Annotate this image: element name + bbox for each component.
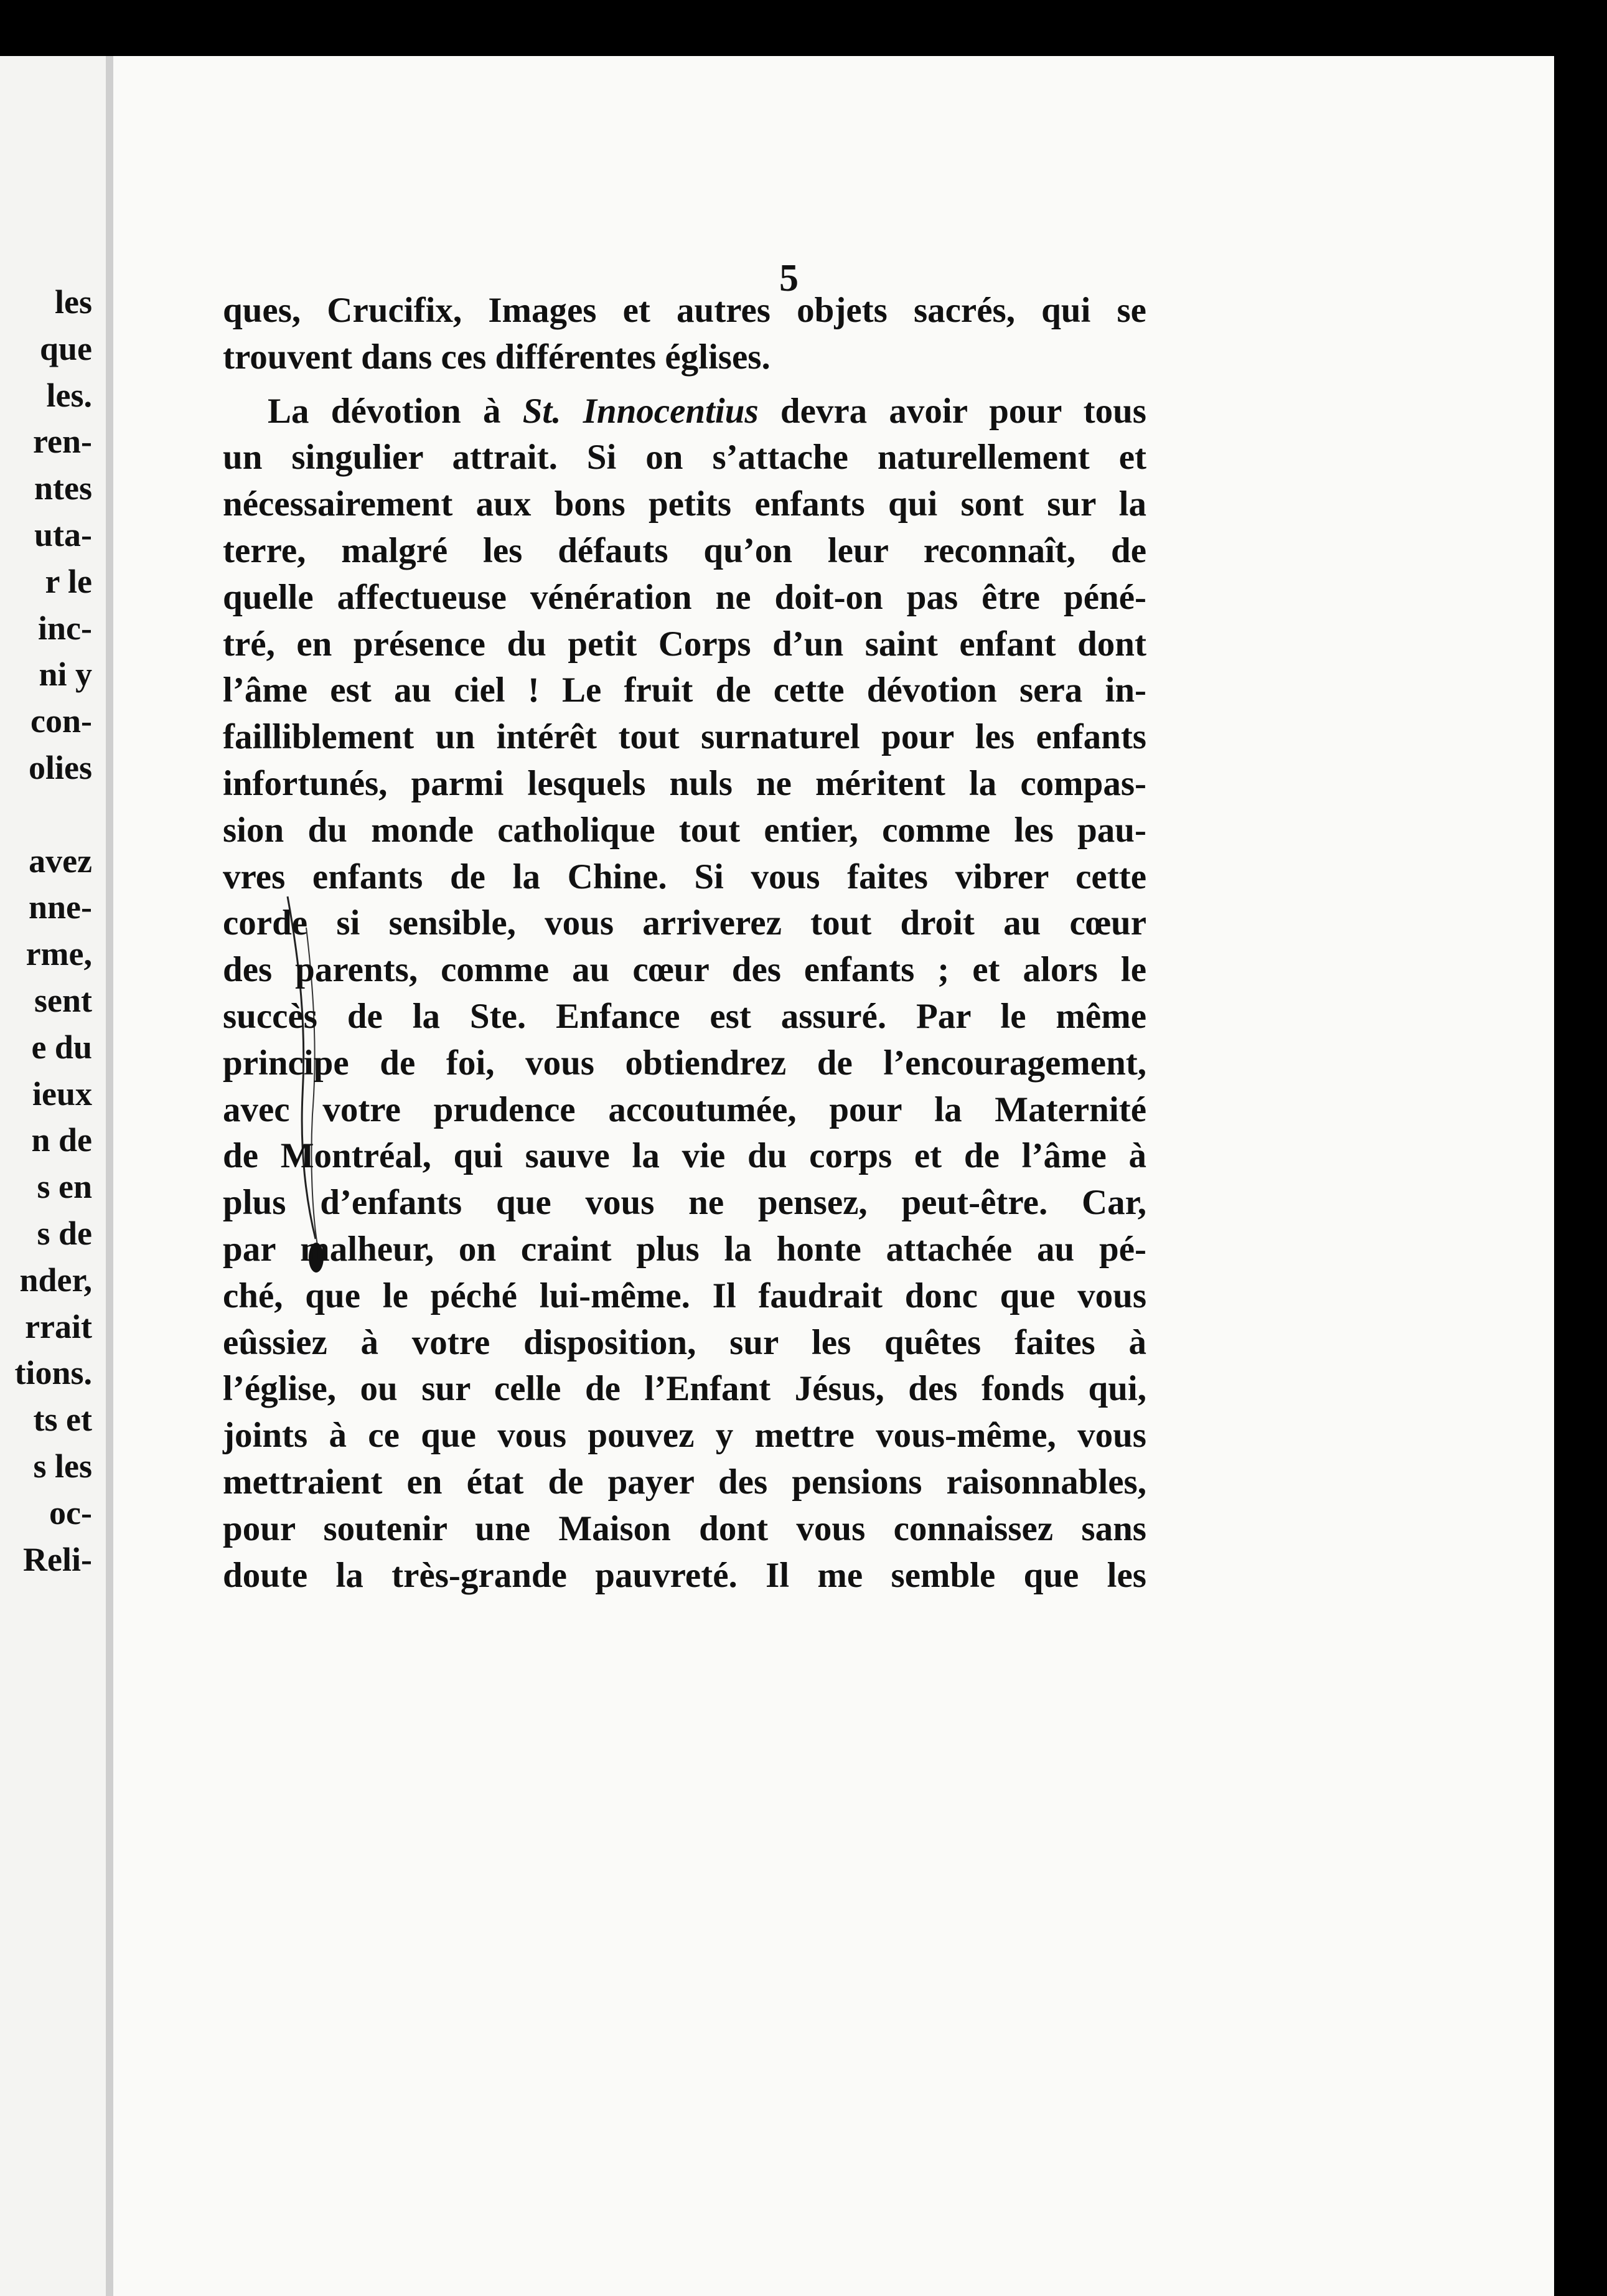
facing-page-fragment: e du xyxy=(31,1028,92,1066)
facing-page-fragment: uta- xyxy=(34,516,92,553)
text-line: principe de foi, vous obtiendrez de l’encouragement, xyxy=(223,1043,1146,1083)
text-line xyxy=(268,393,1146,429)
text-line: vres enfants de la Chine. Si vous faites vibrer cette xyxy=(223,857,1146,896)
text-line: tré, en présence du petit Corps d’un saint enfant dont xyxy=(223,624,1146,664)
text-line: eûssiez à votre disposition, sur les quêtes faites à xyxy=(223,1322,1146,1362)
facing-page-fragment: r le xyxy=(45,562,92,600)
text-line: failliblement un intérêt tout surnaturel pour les enfants xyxy=(223,717,1146,757)
facing-page-fragment: olies xyxy=(29,749,92,786)
facing-page-fragment: inc- xyxy=(38,609,92,647)
text-line: nécessairement aux bons petits enfants qui sont sur la xyxy=(223,484,1146,524)
text-line: doute la très-grande pauvreté. Il me semble que les xyxy=(223,1555,1146,1595)
text-line: pour soutenir une Maison dont vous connaissez sans xyxy=(223,1508,1146,1548)
text-line: sion du monde catholique tout entier, comme les pau- xyxy=(223,810,1146,850)
facing-page-fragment: n de xyxy=(31,1121,92,1159)
text-line: trouvent dans ces différentes églises. xyxy=(223,337,771,377)
facing-page-fragment: s en xyxy=(37,1168,92,1206)
facing-page-fragment: ieux xyxy=(32,1075,92,1113)
text-line: infortunés, parmi lesquels nuls ne méritent la compas- xyxy=(223,764,1146,803)
text-line: corde si sensible, vous arriverez tout droit au cœur xyxy=(223,903,1146,943)
text-line: de Montréal, qui sauve la vie du corps et de l’âme à xyxy=(223,1136,1146,1176)
facing-page-fragment: ts et xyxy=(33,1401,92,1439)
italic-saint-name: St. Innocentius xyxy=(522,391,759,431)
facing-page-fragment: s de xyxy=(37,1215,92,1252)
facing-page-fragment: s les xyxy=(33,1447,92,1485)
facing-page-fragment: rrait xyxy=(25,1307,92,1345)
text-line: des parents, comme au cœur des enfants ; et alors le xyxy=(223,950,1146,990)
facing-page-fragment: ni y xyxy=(39,656,92,694)
text-line: terre, malgré les défauts qu’on leur reconnaît, de xyxy=(223,531,1146,570)
text-run: La dévotion à xyxy=(268,391,523,431)
facing-page-fragment: Reli- xyxy=(23,1540,92,1578)
facing-page-fragment: rme, xyxy=(26,935,92,973)
text-line: un singulier attrait. Si on s’attache naturellement et xyxy=(223,438,1146,478)
facing-page-fragment: avez xyxy=(29,842,92,880)
facing-page-fragment: tions. xyxy=(14,1354,92,1392)
text-line: ché, que le péché lui-même. Il faudrait donc que vous xyxy=(223,1276,1146,1315)
page-number: 5 xyxy=(779,257,799,299)
facing-page-fragment: ren- xyxy=(33,423,92,461)
text-line: mettraient en état de payer des pensions raisonnables, xyxy=(223,1462,1146,1502)
text-line: l’église, ou sur celle de l’Enfant Jésus, des fonds qui, xyxy=(223,1369,1146,1409)
facing-page-fragment: oc- xyxy=(49,1494,92,1531)
text-line: avec votre prudence accoutumée, pour la Maternité xyxy=(223,1089,1146,1129)
facing-page-fragment: sent xyxy=(34,982,92,1019)
facing-page-fragment: nne- xyxy=(28,888,92,926)
page-gutter xyxy=(106,56,113,2296)
text-line: quelle affectueuse vénération ne doit-on pas être péné- xyxy=(223,577,1146,617)
facing-page-fragment: les. xyxy=(46,376,92,414)
facing-page-fragment: que xyxy=(39,329,92,367)
book-page xyxy=(113,56,1554,2296)
scan-right-border xyxy=(1554,56,1607,2296)
facing-page-fragment: ntes xyxy=(34,469,92,507)
facing-page-edge xyxy=(0,56,106,2296)
facing-page-fragment: con- xyxy=(30,702,92,740)
scan-top-border xyxy=(0,0,1607,56)
text-line: par malheur, on craint plus la honte attachée au pé- xyxy=(223,1230,1146,1269)
text-run: devra avoir pour tous xyxy=(758,391,1146,431)
text-line: ques, Crucifix, Images et autres objets sacrés, qui se xyxy=(223,291,1146,330)
text-line: joints à ce que vous pouvez y mettre vous-même, vous xyxy=(223,1416,1146,1456)
facing-page-fragment: les xyxy=(55,283,92,321)
text-line: l’âme est au ciel ! Le fruit de cette dévotion sera in- xyxy=(223,670,1146,710)
text-line: plus d’enfants que vous ne pensez, peut-être. Car, xyxy=(223,1183,1146,1223)
facing-page-fragment: nder, xyxy=(19,1261,92,1299)
text-line: succès de la Ste. Enfance est assuré. Par le même xyxy=(223,997,1146,1036)
